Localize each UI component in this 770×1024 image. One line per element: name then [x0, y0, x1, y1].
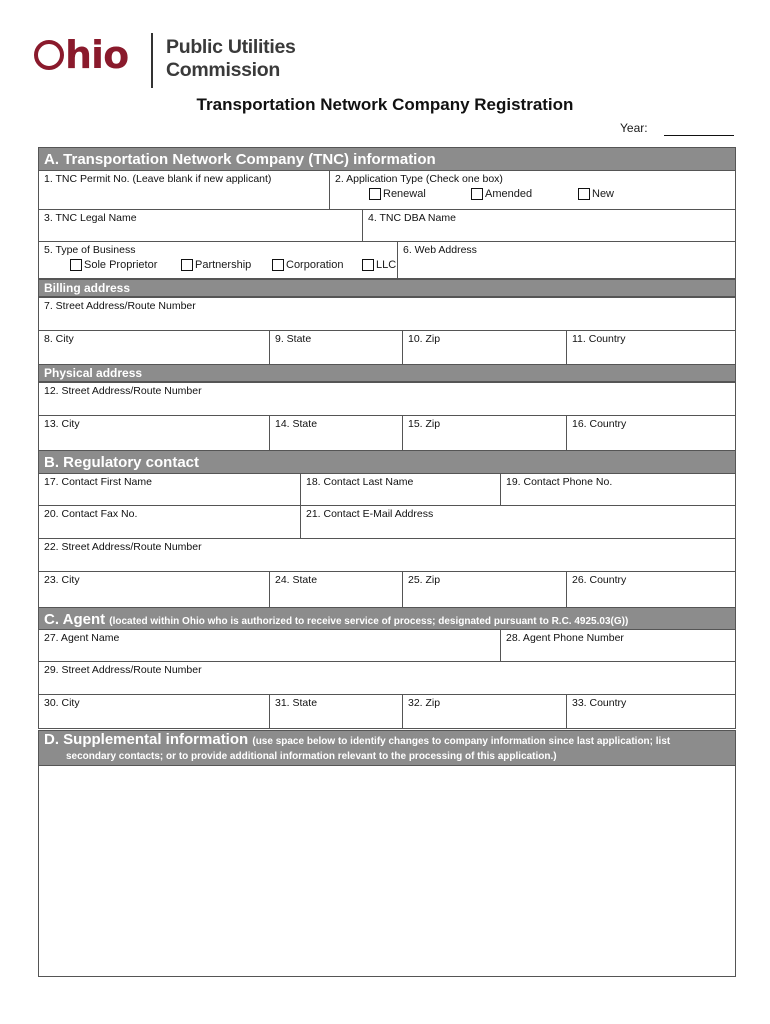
physical-city-label: 13. City [44, 418, 80, 430]
corporation-group[interactable] [272, 259, 343, 271]
year-field[interactable] [664, 135, 734, 136]
partnership-label: Partnership [195, 259, 252, 271]
billing-street-label: 7. Street Address/Route Number [44, 300, 196, 312]
llc-checkbox[interactable] [362, 259, 374, 271]
contact-first-name-label: 17. Contact First Name [44, 476, 152, 488]
section-b-heading: B. Regulatory contact [38, 450, 736, 474]
new-checkbox-group[interactable] [578, 188, 614, 200]
partnership-checkbox[interactable] [181, 259, 193, 271]
logo-line2: Commission [166, 59, 281, 81]
contact-street-field[interactable] [38, 538, 736, 572]
agent-country-label: 33. Country [572, 697, 627, 709]
renewal-label: Renewal [383, 188, 426, 200]
agent-city-label: 30. City [44, 697, 80, 709]
year-label: Year: [620, 121, 648, 135]
agent-zip-field[interactable] [402, 694, 567, 729]
contact-email-label: 21. Contact E-Mail Address [306, 508, 434, 520]
partnership-group[interactable] [181, 259, 251, 271]
contact-email-field[interactable] [300, 505, 736, 539]
renewal-checkbox-group[interactable] [369, 188, 426, 200]
contact-zip-field[interactable] [402, 571, 567, 608]
tnc-dba-name-label: 4. TNC DBA Name [368, 212, 456, 224]
agent-name-label: 27. Agent Name [44, 632, 120, 644]
agent-phone-label: 28. Agent Phone Number [506, 632, 624, 644]
contact-country-field[interactable] [566, 571, 736, 608]
agent-street-label: 29. Street Address/Route Number [44, 664, 202, 676]
renewal-checkbox[interactable] [369, 188, 381, 200]
section-d-title: D. Supplemental information [44, 731, 249, 748]
tnc-permit-field[interactable] [38, 170, 330, 210]
physical-city-field[interactable] [38, 415, 270, 451]
billing-city-label: 8. City [44, 333, 74, 345]
contact-last-name-label: 18. Contact Last Name [306, 476, 414, 488]
section-d-note-line1: (use space below to identify changes to company information since last application; list [252, 736, 671, 747]
agent-zip-label: 32. Zip [408, 697, 441, 709]
contact-last-name-field[interactable] [300, 473, 501, 506]
corporation-checkbox[interactable] [272, 259, 284, 271]
supplemental-info-field[interactable] [38, 765, 736, 977]
tnc-permit-label: 1. TNC Permit No. (Leave blank if new applicant) [44, 173, 272, 185]
web-address-label: 6. Web Address [403, 244, 477, 256]
logo-line1: Public Utilities [166, 36, 296, 58]
billing-state-label: 9. State [275, 333, 312, 345]
new-checkbox[interactable] [578, 188, 590, 200]
physical-country-label: 16. Country [572, 418, 627, 430]
contact-zip-label: 25. Zip [408, 574, 441, 586]
contact-fax-label: 20. Contact Fax No. [44, 508, 138, 520]
section-a-heading: A. Transportation Network Company (TNC) information [38, 147, 736, 171]
sole-proprietor-checkbox[interactable] [70, 259, 82, 271]
agent-country-field[interactable] [566, 694, 736, 729]
new-label: New [592, 188, 615, 200]
section-c-heading [38, 607, 736, 631]
contact-city-label: 23. City [44, 574, 80, 586]
ohio-logo [34, 32, 128, 78]
billing-country-label: 11. Country [572, 333, 626, 345]
contact-street-label: 22. Street Address/Route Number [44, 541, 202, 553]
contact-phone-field[interactable] [500, 473, 736, 506]
section-d-note-line2: secondary contacts; or to provide additional information relevant to the processing of this application.) [66, 751, 557, 762]
contact-fax-field[interactable] [38, 505, 301, 539]
agent-street-field[interactable] [38, 661, 736, 695]
logo-divider [151, 33, 153, 88]
physical-country-field[interactable] [566, 415, 736, 451]
llc-label: LLC [376, 259, 397, 271]
physical-address-heading: Physical address [38, 364, 736, 382]
section-c-title: C. Agent [44, 611, 106, 628]
physical-zip-field[interactable] [402, 415, 567, 451]
corporation-label: Corporation [286, 259, 344, 271]
billing-city-field[interactable] [38, 330, 270, 365]
billing-street-field[interactable] [38, 297, 736, 331]
agent-city-field[interactable] [38, 694, 270, 729]
physical-street-label: 12. Street Address/Route Number [44, 385, 202, 397]
sole-proprietor-label: Sole Proprietor [84, 259, 158, 271]
billing-state-field[interactable] [269, 330, 403, 365]
physical-zip-label: 15. Zip [408, 418, 441, 430]
billing-zip-field[interactable] [402, 330, 567, 365]
business-type-label: 5. Type of Business [44, 244, 136, 256]
billing-country-field[interactable] [566, 330, 736, 365]
billing-address-heading: Billing address [38, 279, 736, 297]
section-d-heading [38, 730, 736, 766]
contact-first-name-field[interactable] [38, 473, 301, 506]
sole-proprietor-group[interactable] [70, 259, 157, 271]
llc-group[interactable] [362, 259, 396, 271]
contact-state-field[interactable] [269, 571, 403, 608]
application-type-label: 2. Application Type (Check one box) [335, 173, 503, 185]
web-address-field[interactable] [397, 241, 736, 279]
physical-state-label: 14. State [275, 418, 318, 430]
section-c-note: (located within Ohio who is authorized to receive service of process; designated pursuant to R.C. 4925.03(G)) [109, 616, 629, 627]
physical-street-field[interactable] [38, 382, 736, 416]
billing-zip-label: 10. Zip [408, 333, 441, 345]
logo-hio-text: hio [65, 33, 129, 77]
puc-logo-text [166, 36, 296, 82]
contact-phone-label: 19. Contact Phone No. [506, 476, 613, 488]
amended-checkbox-group[interactable] [471, 188, 532, 200]
tnc-legal-name-label: 3. TNC Legal Name [44, 212, 137, 224]
form-title: Transportation Network Company Registration [196, 95, 574, 114]
logo-o-ring [34, 40, 64, 70]
agent-phone-field[interactable] [500, 629, 736, 662]
amended-label: Amended [485, 188, 533, 200]
contact-country-label: 26. Country [572, 574, 627, 586]
agent-name-field[interactable] [38, 629, 501, 662]
tnc-dba-name-field[interactable] [362, 209, 736, 242]
contact-city-field[interactable] [38, 571, 270, 608]
agent-state-label: 31. State [275, 697, 318, 709]
physical-state-field[interactable] [269, 415, 403, 451]
tnc-legal-name-field[interactable] [38, 209, 363, 242]
amended-checkbox[interactable] [471, 188, 483, 200]
agent-state-field[interactable] [269, 694, 403, 729]
contact-state-label: 24. State [275, 574, 318, 586]
